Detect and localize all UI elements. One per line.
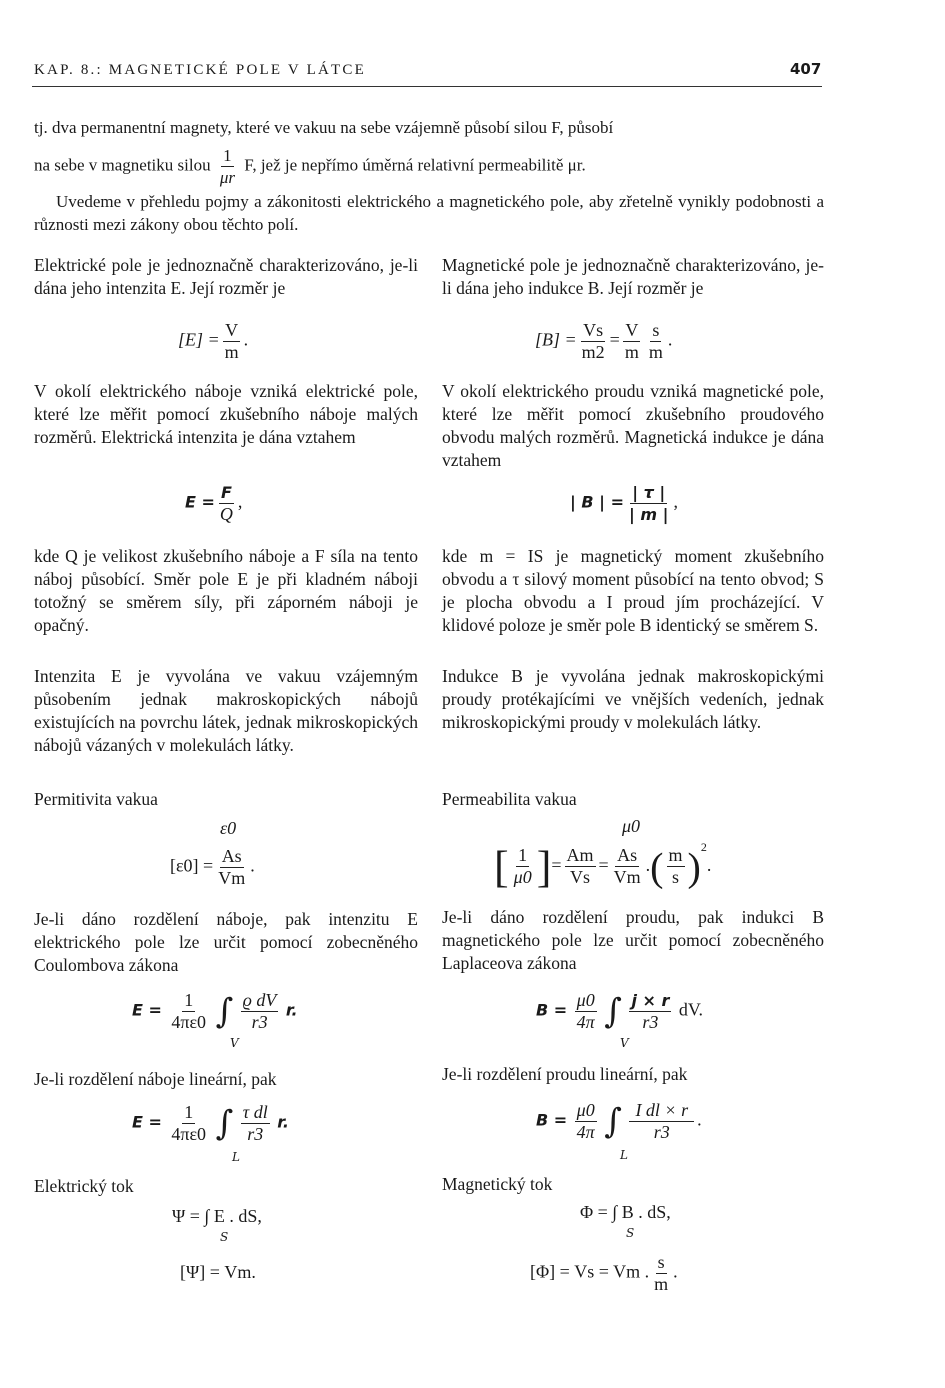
right-eq3: [ $\frac{1}{\mu 0}$ ]= $\frac{Am}{Vs}$ = $\frac{As}{Vm}$ .( $\frac{m}{s}$ )$^2$. [494,840,712,892]
frac-num: s [652,320,660,340]
eq-frac [223,320,241,363]
right-eq4 [536,990,703,1033]
frac-num: V [225,320,239,340]
left-p1: Elektrické pole je jednoznačně charakterizováno, je-li dána jeho intenzita E. Její rozměr je [34,255,418,298]
intro-line2b: F, jež je nepřímo úměrná relativní permeabilitě μr. [244,155,586,175]
intro-fraction [218,145,237,188]
frac-num: As [617,845,638,866]
right-eq5: B = $\frac{\mu 0}{4\pi}$ ∫ $\frac{\text{I dl × r}}{r3}$ . [536,1100,702,1142]
left-p3: kde Q je velikost zkušebního náboje a F síla na tento náboj působící. Směr pole E je při kladném náboji totožný se směrem síly, při záporném náboji je opačný. [34,546,418,635]
left-eq1: [E] = $\frac{V}{m}$ . [178,320,249,362]
eq-lhs: B = [536,1110,568,1130]
frac-den: μr [219,168,235,187]
integral-sign: ∫ [604,991,622,1032]
frac-num: 1 [184,990,194,1010]
frac-num: τ dl [242,1102,268,1122]
bracket-close: ] [536,842,552,892]
eq-frac [169,990,208,1033]
frac-num: ϱ dV [242,990,277,1010]
left-p8: Elektrický tok [34,1176,134,1196]
frac-num: I dl × r [629,1100,694,1122]
frac-den: r3 [653,1122,670,1142]
left-eq5 [132,1102,289,1145]
right-eq7: [Φ] = Vs = Vm . $\frac{s}{m}$ . [530,1252,678,1294]
left-p4: Intenzita E je vyvolána ve vakuu vzájemným působením jednak makroskopických nábojů existujících na povrchu látek, jednak mikroskopických nábojů vázaných v molekulách látky. [34,666,418,755]
frac-den: Vm [218,868,246,888]
header-rule [32,86,822,87]
frac-den: Vm [613,867,641,888]
intro-line2a: na sebe v magnetiku silou [34,155,211,175]
right-p3: kde m = IS je magnetický moment zkušebního obvodu a τ silový moment působící na tento obvod; S je plocha obvodu a I proud jím procházející. V klidové poloze je směr pole B identický se směrem S. [442,546,824,635]
frac-den: 4π [576,1122,595,1142]
frac-den: m [654,1274,669,1294]
frac-num: As [221,846,242,866]
eq-frac4 [667,845,685,888]
right-p1: Magnetické pole je jednoznačně charakterizováno, je-li dána jeho indukce B. Její rozměr je [442,255,824,298]
frac-den: Q [219,504,233,524]
left-p7: Je-li rozdělení náboje lineární, pak [34,1069,277,1089]
running-header: KAP. 8.: MAGNETICKÉ POLE V LÁTCE [34,62,366,78]
left-eq3: [ε0] = $\frac{As}{Vm}$ . [170,846,255,888]
integrand-frac [241,990,279,1033]
left-sym-eps0: ε0 [220,818,237,838]
eq-lhs: E = [132,1112,162,1132]
frac-num: j × r [631,991,670,1010]
eq-tail: r. [277,1112,289,1132]
integrand-frac [629,1100,694,1143]
frac-den: Vs [570,867,591,888]
frac-num: Am [566,845,594,866]
frac-num: V [625,320,639,340]
right-eq1: [B] = $\frac{Vs}{m2}$ = $\frac{V}{m}$ $\frac{s}{m}$ . [535,320,673,362]
eq-frac [575,1100,597,1143]
eq-lhs: E = [185,492,215,512]
left-p6: Je-li dáno rozdělení náboje, pak intenzitu E elektrického pole lze určit pomocí zobecněného Coulombova zákona [34,909,418,975]
right-eq4-limit: V [620,1036,629,1050]
eq-frac3 [612,845,643,888]
eq-tail: r. [285,1000,298,1020]
right-eq5-limit: L [620,1148,628,1162]
eq-frac [169,1102,208,1145]
eq-frac3 [647,320,665,363]
frac-num: 1 [223,146,232,165]
frac-num: 1 [518,845,528,866]
eq-lhs: [B] = [535,329,577,350]
frac-num: m [668,845,683,866]
intro-line1: tj. dva permanentní magnety, které ve vakuu na sebe vzájemně působí silou F, působí [34,118,614,137]
left-eq2: E = $\frac{F}{Q}$ , [185,483,243,524]
frac-den: r3 [642,1012,659,1032]
integral-sign: ∫ [604,1101,622,1142]
eq-frac [652,1252,670,1295]
intro-paragraph: Uvedeme v přehledu pojmy a zákonitosti elektrického a magnetického pole, aby zřetelně vynikly podobnosti a různosti mezi zákony obou těchto polí. [34,192,824,234]
eq-lhs: | B | = [570,492,624,512]
eq-lhs: [E] = [178,329,220,350]
frac-den: | m | [629,505,669,524]
right-p8: Magnetický tok [442,1174,553,1194]
left-eq7: [Ψ] = Vm. [180,1262,256,1282]
frac-den: μ0 [513,867,532,888]
eq-frac [218,482,235,525]
eq-frac [575,990,597,1033]
left-p2: V okolí elektrického náboje vzniká elektrické pole, které lze měřit pomocí zkušebního náboje malých rozměrů. Elektrická intenzita je dána vztahem [34,381,418,447]
left-eq4-limit: V [230,1036,239,1050]
frac-num: | τ | [632,483,666,502]
eq-frac [216,846,247,889]
right-p7: Je-li rozdělení proudu lineární, pak [442,1064,688,1084]
eq-lhs: E = [132,1000,162,1020]
right-eq6: Φ = ∫ B . dS, [580,1202,671,1222]
intro-line2 [34,145,824,188]
frac-den: 4πε0 [171,1124,207,1144]
integrand-frac [241,1102,270,1145]
left-eq6-limit: S [220,1230,229,1244]
eq-lhs: [Φ] = Vs = Vm . [530,1261,650,1282]
integral-sign: ∫ [215,1103,234,1144]
right-p5: Permeabilita vakua [442,789,577,809]
left-eq6: Ψ = ∫ E . dS, [172,1206,262,1226]
eq-frac2 [623,320,641,363]
right-eq2: | B | = $\frac{| \tau |}{| m |}$ , [570,483,678,524]
frac-den: m [224,342,239,362]
frac-den: m [648,342,663,362]
eq-frac [580,320,607,363]
right-sym-mu0: μ0 [622,816,641,836]
integral-sign: ∫ [215,991,234,1032]
left-eq4 [132,990,298,1033]
frac-num: μ0 [576,990,595,1010]
bracket-open: [ [494,842,509,892]
eq-lhs: B = [536,1000,568,1020]
eq-frac [512,845,534,888]
eq-frac [627,482,671,525]
frac-den: s [672,867,680,888]
frac-den: r3 [247,1124,264,1144]
paren-open: ( [650,844,664,890]
page-number: 407 [790,60,822,78]
right-eq6-limit: S [626,1226,635,1240]
right-p4: Indukce B je vyvolána jednak makroskopickými proudy protékajícími ve vnějších vedeních, jednak mikroskopickými proudy v molekulách látky. [442,666,824,732]
right-p2: V okolí elektrického proudu vzniká magnetické pole, které lze měřit pomocí zkušebního proudového obvodu malých rozměrů. Magnetická indukce je dána vztahem [442,381,824,470]
frac-den: m2 [581,342,605,362]
left-eq5-limit: L [232,1150,240,1164]
frac-den: 4πε0 [171,1012,207,1032]
frac-den: m [624,342,639,362]
frac-num: F [220,483,232,502]
frac-num: 1 [184,1102,194,1122]
frac-num: s [657,1252,665,1272]
right-p6: Je-li dáno rozdělení proudu, pak indukci B magnetického pole lze určit pomocí zobecněného Laplaceova zákona [442,907,824,973]
frac-num: Vs [583,320,604,340]
paren-close: ) [687,844,701,890]
eq-tail: dV. [678,999,704,1020]
exponent: 2 [700,840,707,854]
left-p5: Permitivita vakua [34,789,158,809]
frac-den: r3 [251,1012,268,1032]
frac-num: μ0 [576,1100,595,1120]
eq-lhs: [ε0] = [170,855,214,876]
frac-den: 4π [576,1012,595,1032]
integrand-frac [629,990,671,1033]
eq-frac2 [565,845,596,888]
